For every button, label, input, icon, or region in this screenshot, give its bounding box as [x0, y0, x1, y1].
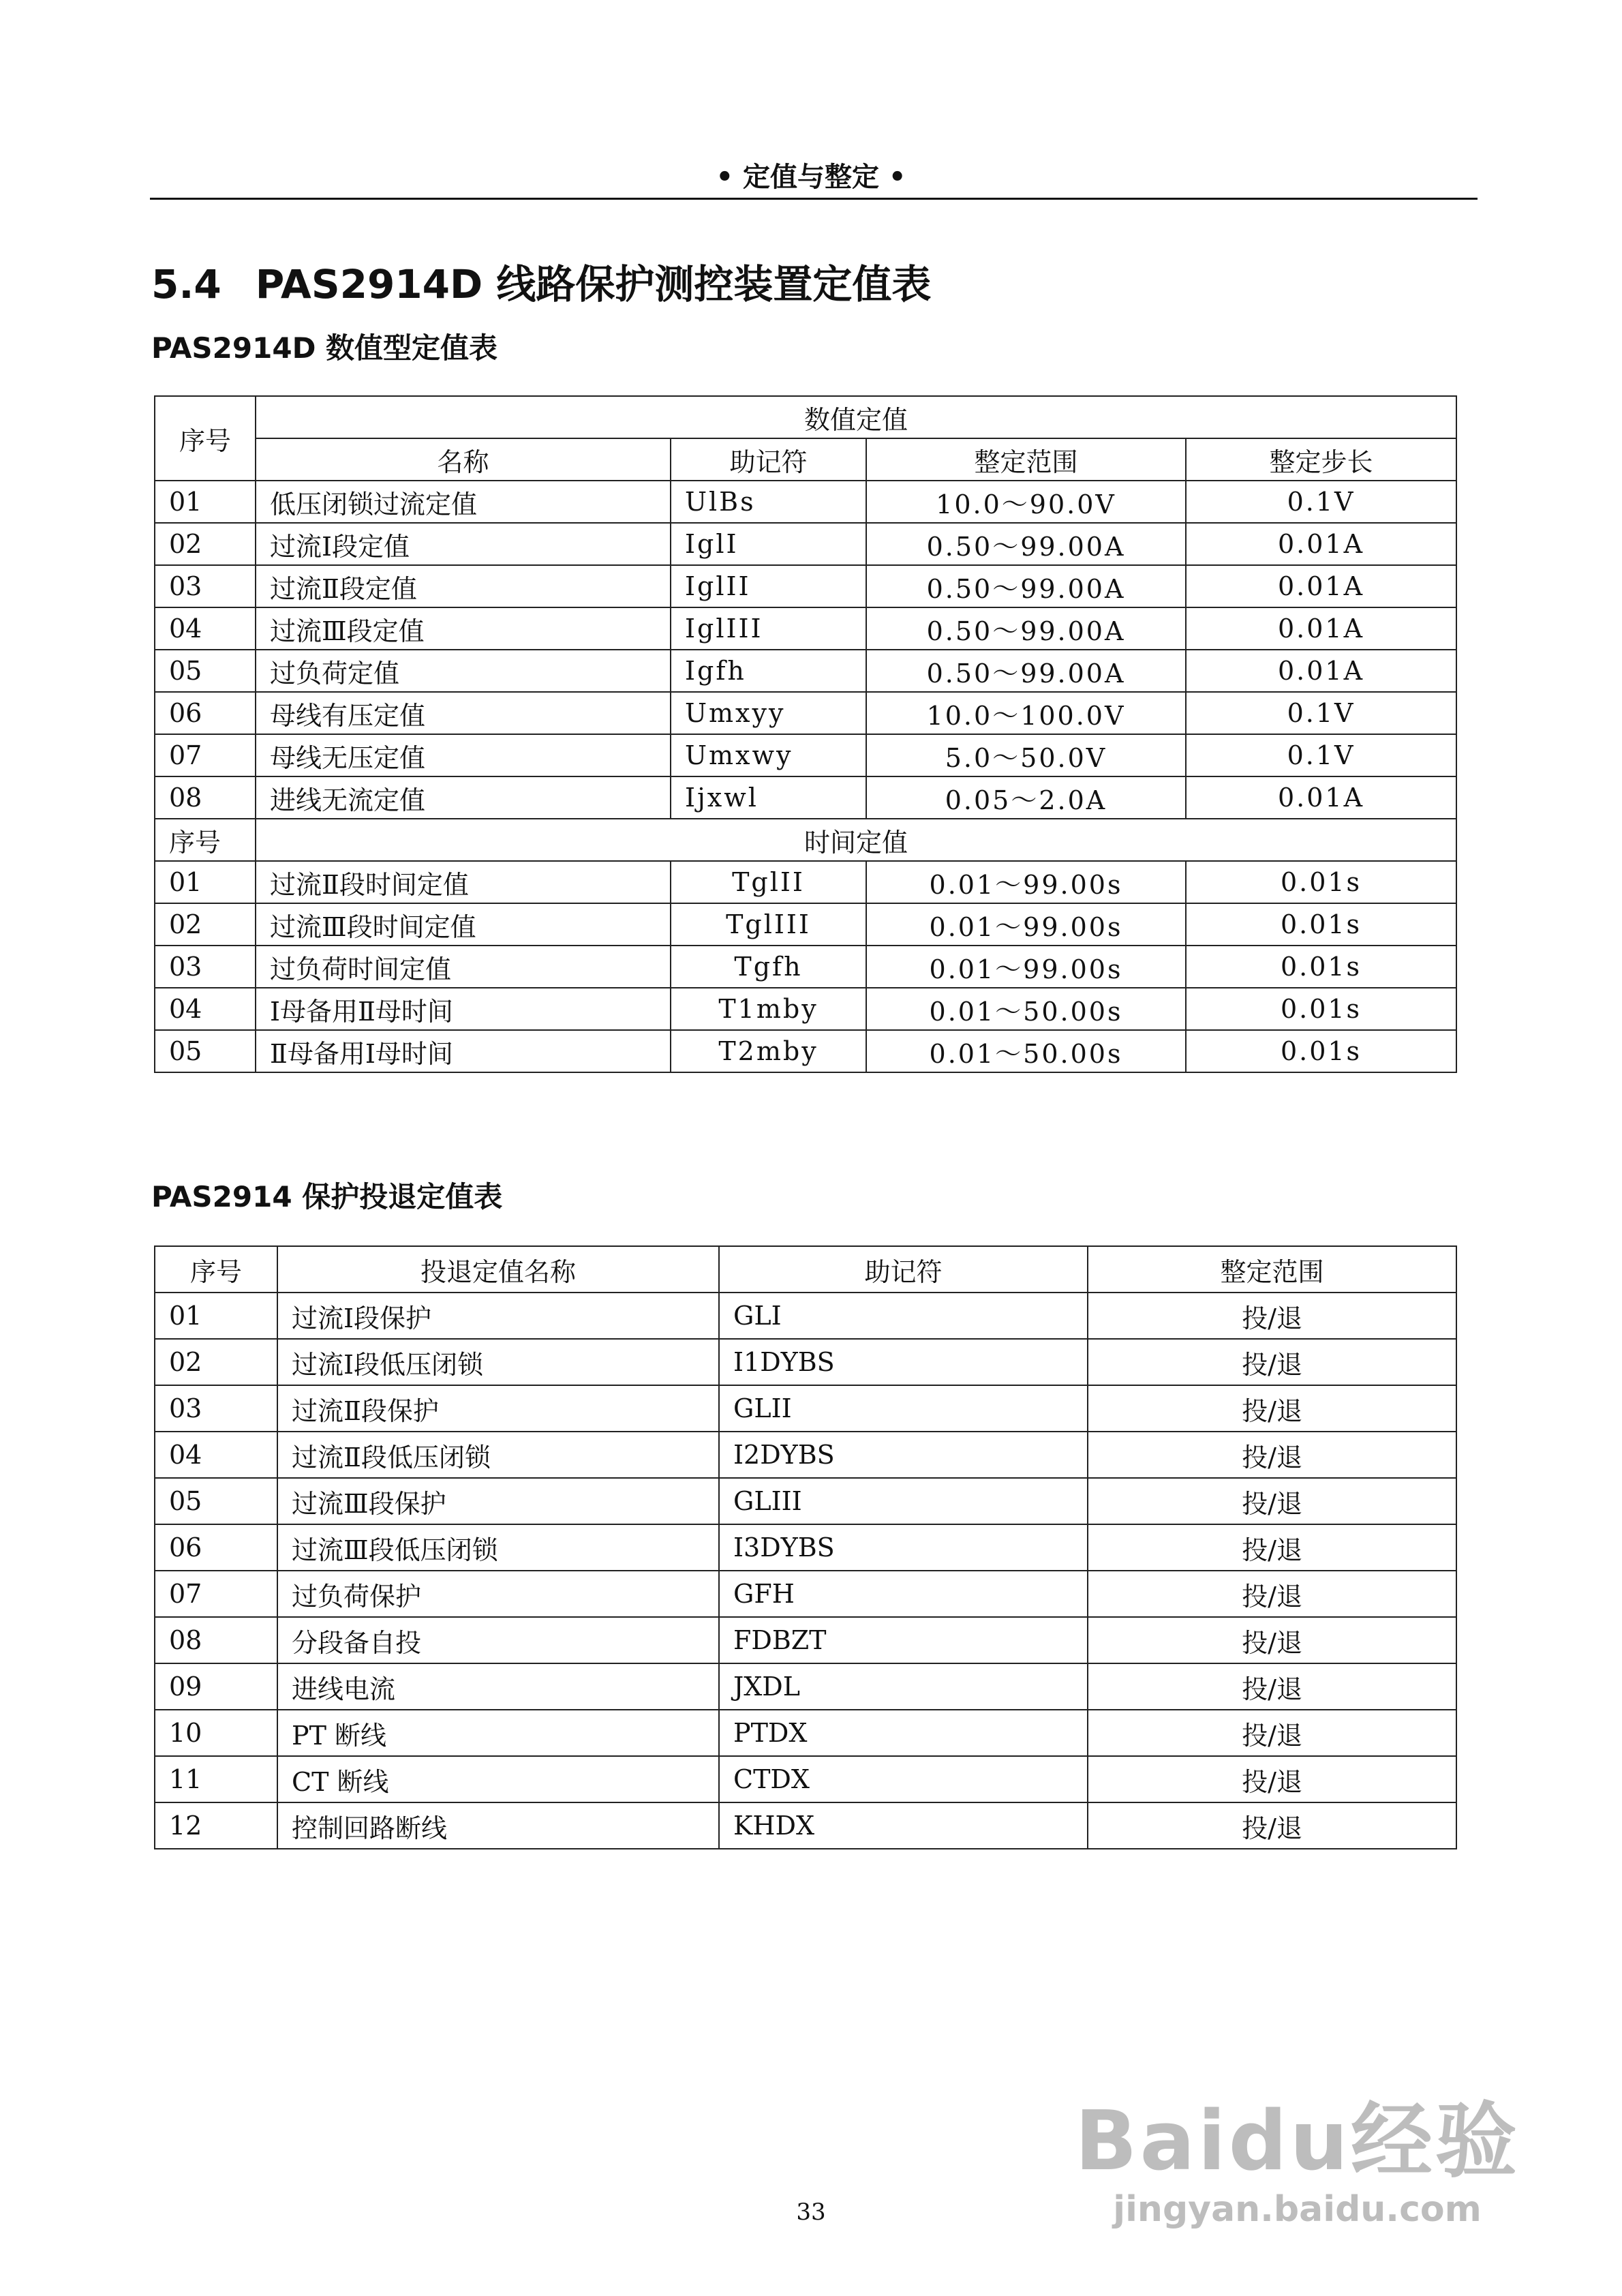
mnemonic: IglII [671, 565, 866, 607]
setting-step: 0.1V [1186, 734, 1456, 776]
row-seq: 03 [155, 946, 256, 988]
table-row [155, 607, 1456, 650]
setting-step: 0.01A [1186, 776, 1456, 819]
section-title [151, 252, 931, 309]
column-header: 助记符 [719, 1246, 1088, 1293]
row-seq: 02 [155, 1339, 277, 1385]
table-row [155, 903, 1456, 946]
table-row [155, 1293, 1456, 1339]
switch-name: 过流Ⅱ段低压闭锁 [277, 1432, 719, 1478]
header-rule [150, 198, 1478, 200]
row-seq: 04 [155, 1432, 277, 1478]
table-row [155, 1478, 1456, 1524]
table-header-row [155, 1246, 1456, 1293]
switch-range: 投/退 [1088, 1293, 1456, 1339]
switch-range: 投/退 [1088, 1478, 1456, 1524]
switch-name: 过负荷保护 [277, 1571, 719, 1617]
table-row [155, 1710, 1456, 1756]
setting-name: 过流Ⅰ段定值 [256, 523, 671, 565]
row-seq: 06 [155, 1524, 277, 1571]
watermark-url: jingyan.baidu.com [1113, 2189, 1482, 2230]
mnemonic: Tgfh [671, 946, 866, 988]
setting-step: 0.1V [1186, 692, 1456, 734]
table-row [155, 1802, 1456, 1849]
mnemonic: T2mby [671, 1030, 866, 1072]
table-row [155, 988, 1456, 1030]
mnemonic: I3DYBS [719, 1524, 1088, 1571]
section-number: 5.4 [151, 261, 221, 307]
setting-range: 0.50～99.00A [866, 607, 1186, 650]
numeric-settings-table [154, 395, 1457, 1073]
switch-name: 进线电流 [277, 1663, 719, 1710]
setting-step: 0.01s [1186, 946, 1456, 988]
table-row [155, 1030, 1456, 1072]
setting-name: 过负荷时间定值 [256, 946, 671, 988]
setting-step: 0.01s [1186, 1030, 1456, 1072]
setting-step: 0.01A [1186, 650, 1456, 692]
mnemonic: KHDX [719, 1802, 1088, 1849]
row-seq: 01 [155, 861, 256, 903]
row-seq: 11 [155, 1756, 277, 1802]
setting-name: 过流Ⅱ段时间定值 [256, 861, 671, 903]
mnemonic: T1mby [671, 988, 866, 1030]
mnemonic: PTDX [719, 1710, 1088, 1756]
table-row [155, 692, 1456, 734]
switch-name: CT 断线 [277, 1756, 719, 1802]
numeric-group-header: 数值定值 [256, 396, 1456, 438]
switch-range: 投/退 [1088, 1524, 1456, 1571]
seq-header: 序号 [155, 396, 256, 481]
table-row [155, 1432, 1456, 1478]
switch-name: 过流Ⅱ段保护 [277, 1385, 719, 1432]
switch-name: 过流Ⅰ段保护 [277, 1293, 719, 1339]
switch-name: 过流Ⅲ段低压闭锁 [277, 1524, 719, 1571]
setting-name: 进线无流定值 [256, 776, 671, 819]
row-seq: 07 [155, 1571, 277, 1617]
row-seq: 04 [155, 607, 256, 650]
switch-name: 分段备自投 [277, 1617, 719, 1663]
table-row [155, 523, 1456, 565]
switch-range: 投/退 [1088, 1617, 1456, 1663]
switch-range: 投/退 [1088, 1385, 1456, 1432]
switch-name: 过流Ⅲ段保护 [277, 1478, 719, 1524]
switch-range: 投/退 [1088, 1432, 1456, 1478]
setting-range: 0.01～50.00s [866, 988, 1186, 1030]
mnemonic: IglI [671, 523, 866, 565]
switch-name: 过流Ⅰ段低压闭锁 [277, 1339, 719, 1385]
row-seq: 07 [155, 734, 256, 776]
mnemonic: FDBZT [719, 1617, 1088, 1663]
setting-range: 10.0～100.0V [866, 692, 1186, 734]
setting-name: 过流Ⅲ段定值 [256, 607, 671, 650]
mnemonic: IglIII [671, 607, 866, 650]
table-row [155, 946, 1456, 988]
column-header: 序号 [155, 1246, 277, 1293]
mnemonic: CTDX [719, 1756, 1088, 1802]
watermark [1075, 2076, 1520, 2230]
setting-name: 过负荷定值 [256, 650, 671, 692]
row-seq: 04 [155, 988, 256, 1030]
setting-range: 0.05～2.0A [866, 776, 1186, 819]
setting-name: Ⅱ母备用Ⅰ母时间 [256, 1030, 671, 1072]
switch-name: PT 断线 [277, 1710, 719, 1756]
setting-name: 低压闭锁过流定值 [256, 481, 671, 523]
row-seq: 02 [155, 903, 256, 946]
column-header: 名称 [256, 438, 671, 481]
table-header-row [155, 819, 1456, 861]
switch-settings-table [154, 1245, 1457, 1849]
setting-range: 0.50～99.00A [866, 650, 1186, 692]
row-seq: 12 [155, 1802, 277, 1849]
table-row [155, 1524, 1456, 1571]
setting-step: 0.01A [1186, 607, 1456, 650]
mnemonic: GLII [719, 1385, 1088, 1432]
setting-range: 0.01～50.00s [866, 1030, 1186, 1072]
table-row [155, 1385, 1456, 1432]
mnemonic: GLIII [719, 1478, 1088, 1524]
row-seq: 05 [155, 650, 256, 692]
setting-range: 0.01～99.00s [866, 903, 1186, 946]
setting-step: 0.01s [1186, 903, 1456, 946]
mnemonic: Umxyy [671, 692, 866, 734]
row-seq: 08 [155, 1617, 277, 1663]
table-row [155, 1756, 1456, 1802]
setting-name: 母线有压定值 [256, 692, 671, 734]
row-seq: 08 [155, 776, 256, 819]
row-seq: 05 [155, 1478, 277, 1524]
section-heading: PAS2914D 线路保护测控装置定值表 [255, 261, 932, 307]
mnemonic: UlBs [671, 481, 866, 523]
switch-range: 投/退 [1088, 1802, 1456, 1849]
mnemonic: GLI [719, 1293, 1088, 1339]
row-seq: 09 [155, 1663, 277, 1710]
table-row [155, 1663, 1456, 1710]
mnemonic: Umxwy [671, 734, 866, 776]
setting-range: 0.01～99.00s [866, 946, 1186, 988]
table-row [155, 565, 1456, 607]
switch-table-title: PAS2914 保护投退定值表 [151, 1180, 503, 1213]
switch-range: 投/退 [1088, 1663, 1456, 1710]
row-seq: 10 [155, 1710, 277, 1756]
setting-range: 0.50～99.00A [866, 565, 1186, 607]
setting-name: Ⅰ母备用Ⅱ母时间 [256, 988, 671, 1030]
switch-range: 投/退 [1088, 1756, 1456, 1802]
mnemonic: I1DYBS [719, 1339, 1088, 1385]
row-seq: 01 [155, 1293, 277, 1339]
seq-header: 序号 [155, 819, 256, 861]
time-group-header: 时间定值 [256, 819, 1456, 861]
mnemonic: TglIII [671, 903, 866, 946]
column-header: 整定范围 [866, 438, 1186, 481]
switch-range: 投/退 [1088, 1339, 1456, 1385]
table-header-row [155, 438, 1456, 481]
table-row [155, 481, 1456, 523]
table-row [155, 1571, 1456, 1617]
table-header-row [155, 396, 1456, 438]
table-row [155, 776, 1456, 819]
row-seq: 03 [155, 565, 256, 607]
column-header: 助记符 [671, 438, 866, 481]
setting-range: 0.01～99.00s [866, 861, 1186, 903]
setting-step: 0.01s [1186, 861, 1456, 903]
switch-range: 投/退 [1088, 1571, 1456, 1617]
running-header: • 定值与整定 • [716, 162, 906, 193]
table-row [155, 650, 1456, 692]
setting-name: 过流Ⅱ段定值 [256, 565, 671, 607]
table-row [155, 1339, 1456, 1385]
setting-name: 母线无压定值 [256, 734, 671, 776]
numeric-table-title: PAS2914D 数值型定值表 [151, 331, 498, 365]
row-seq: 02 [155, 523, 256, 565]
switch-name: 控制回路断线 [277, 1802, 719, 1849]
setting-step: 0.01s [1186, 988, 1456, 1030]
mnemonic: Igfh [671, 650, 866, 692]
setting-range: 0.50～99.00A [866, 523, 1186, 565]
switch-range: 投/退 [1088, 1710, 1456, 1756]
table-row [155, 861, 1456, 903]
column-header: 整定范围 [1088, 1246, 1456, 1293]
table-row [155, 734, 1456, 776]
mnemonic: JXDL [719, 1663, 1088, 1710]
setting-range: 5.0～50.0V [866, 734, 1186, 776]
row-seq: 05 [155, 1030, 256, 1072]
row-seq: 01 [155, 481, 256, 523]
table-row [155, 1617, 1456, 1663]
watermark-logo: Baidu经验 [1075, 2094, 1520, 2189]
setting-range: 10.0～90.0V [866, 481, 1186, 523]
page-number: 33 [796, 2199, 826, 2226]
setting-step: 0.1V [1186, 481, 1456, 523]
setting-name: 过流Ⅲ段时间定值 [256, 903, 671, 946]
column-header: 投退定值名称 [277, 1246, 719, 1293]
row-seq: 03 [155, 1385, 277, 1432]
mnemonic: GFH [719, 1571, 1088, 1617]
column-header: 整定步长 [1186, 438, 1456, 481]
mnemonic: I2DYBS [719, 1432, 1088, 1478]
mnemonic: Ijxwl [671, 776, 866, 819]
mnemonic: TglII [671, 861, 866, 903]
setting-step: 0.01A [1186, 565, 1456, 607]
row-seq: 06 [155, 692, 256, 734]
setting-step: 0.01A [1186, 523, 1456, 565]
